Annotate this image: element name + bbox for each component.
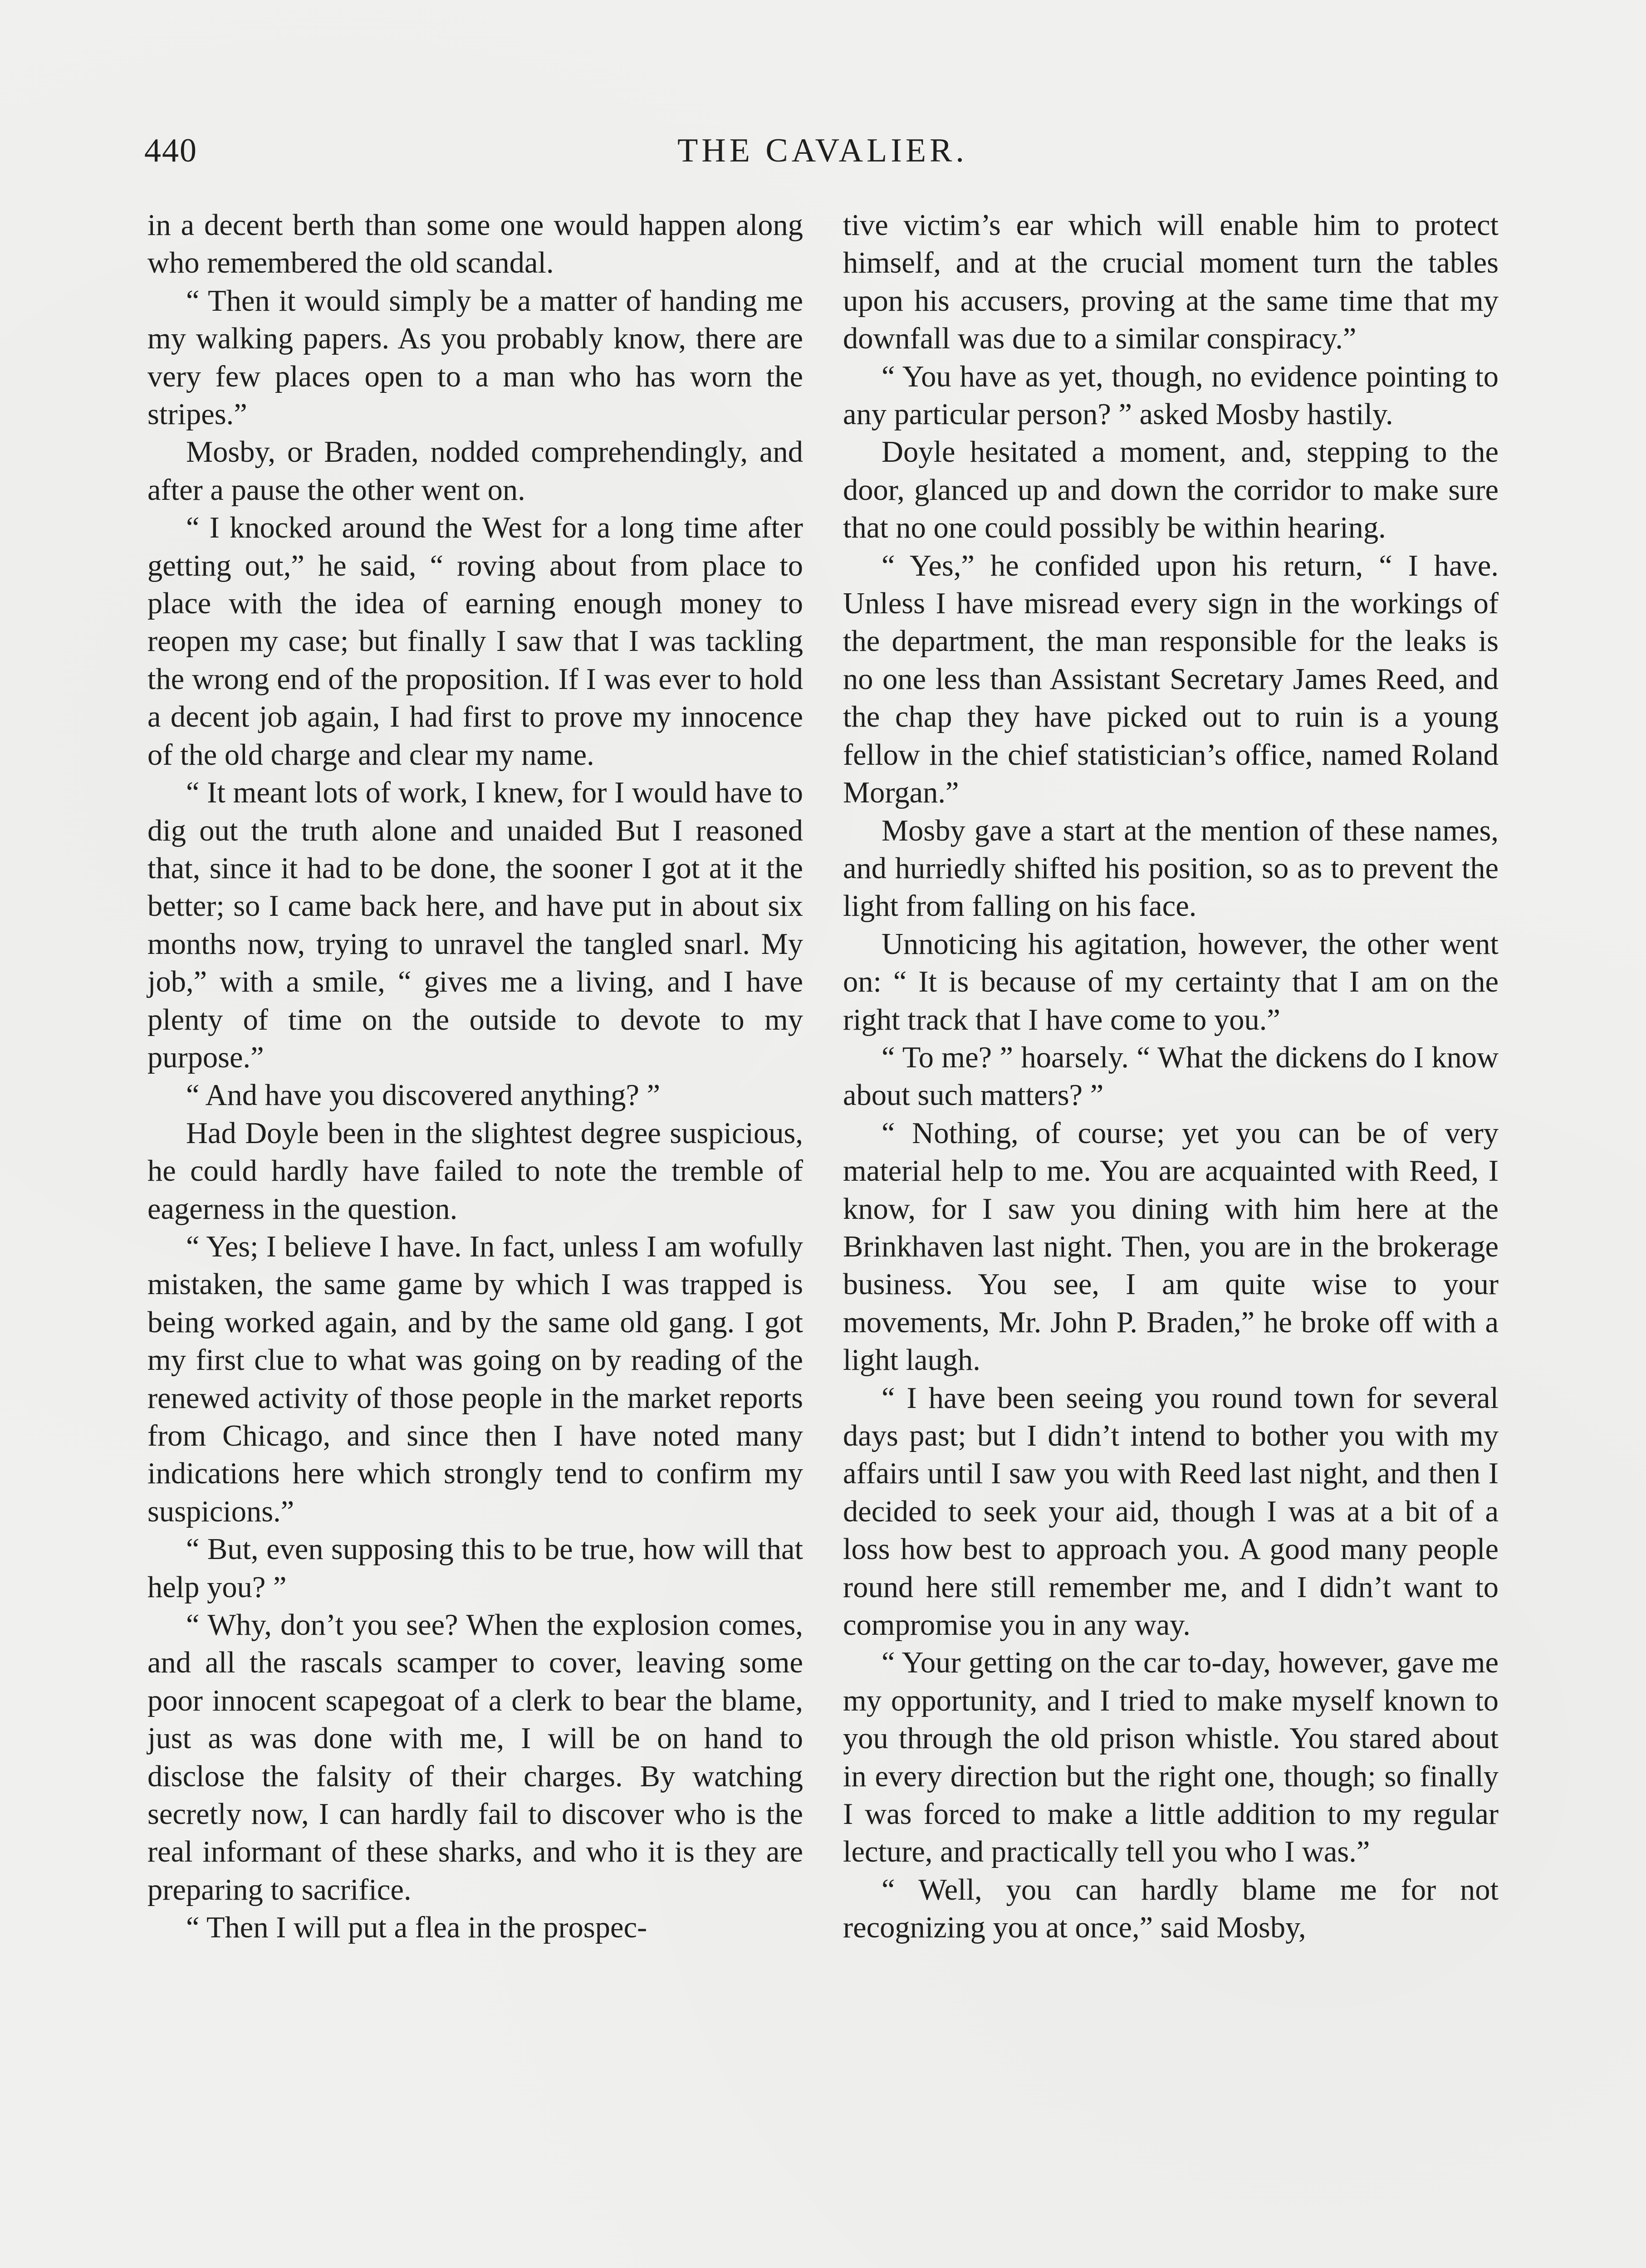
paragraph: Mosby, or Braden, nodded comprehendingly, and after a pause the other went on.: [147, 435, 803, 507]
paragraph: Unnoticing his agitation, however, the other went on: “ It is because of my certainty that I am on the right track that I have come to you.”: [843, 927, 1499, 1036]
page-number: 440: [144, 132, 197, 169]
paragraph: “ You have as yet, though, no evidence pointing to any particular person? ” asked Mosby hastily.: [843, 360, 1499, 431]
paragraph: “ Then I will put a flea in the prospec-: [186, 1911, 647, 1945]
paragraph: Doyle hesitated a moment, and, stepping to the door, glanced up and down the corridor to make sure that no one could possibly be within hearing.: [843, 435, 1499, 545]
paragraph: “ Well, you can hardly blame me for not recognizing you at once,” said Mosby,: [843, 1873, 1499, 1945]
paragraph: “ I knocked around the West for a long time after getting out,” he said, “ roving about from place to place with the idea of earning enough money to reopen my case; but finally I saw that I was tackling the wrong end of the proposition. If I was ever to hold a decent job again, I had first to prove my innocence of the old charge and clear my name.: [147, 511, 803, 772]
paragraph: Mosby gave a start at the mention of these names, and hurriedly shifted his position, so as to prevent the light from falling on his face.: [843, 814, 1499, 923]
paragraph: in a decent berth than some one would happen along who remembered the old scandal.: [147, 209, 803, 280]
paragraph: “ Yes,” he confided upon his return, “ I have. Unless I have misread every sign in the workings of the department, the man responsible for the leaks is no one less than Assistant Secretary James Reed, and the chap they have picked out to ruin is a young fellow in the chief statistician’s office, named Roland Morgan.”: [843, 549, 1499, 810]
paragraph: “ I have been seeing you round town for several days past; but I didn’t intend to bother you with my affairs until I saw you with Reed last night, and then I decided to seek your aid, though I was at a bit of a loss how best to approach you. A good many people round here still remember me, and I didn’t want to compromise you in any way.: [843, 1381, 1499, 1642]
right-column: [843, 206, 1499, 1947]
paragraph: “ Why, don’t you see? When the explosion comes, and all the rascals scamper to cover, leaving some poor innocent scapegoat of a clerk to bear the blame, just as was done with me, I will be on hand to disclose the falsity of their charges. By watching secretly now, I can hardly fail to discover who is the real informant of these sharks, and who it is they are preparing to sacrifice.: [147, 1608, 803, 1906]
paragraph: tive victim’s ear which will enable him to protect himself, and at the crucial moment turn the tables upon his accusers, proving at the same time that my downfall was due to a similar conspiracy.”: [843, 209, 1499, 356]
paragraph: “ Your getting on the car to-day, however, gave me my opportunity, and I tried to make myself known to you through the old prison whistle. You stared about in every direction but the right one, though; so finally I was forced to make a little addition to my regular lecture, and practically tell you who I was.”: [843, 1646, 1499, 1869]
paragraph: “ To me? ” hoarsely. “ What the dickens do I know about such matters? ”: [843, 1041, 1499, 1112]
paragraph: “ But, even supposing this to be true, how will that help you? ”: [147, 1533, 803, 1604]
paragraph: “ Nothing, of course; yet you can be of very material help to me. You are acquainted with Reed, I know, for I saw you dining with him here at the Brinkhaven last night. Then, you are in the brokerage business. You see, I am quite wise to your movements, Mr. John P. Braden,” he broke off with a light laugh.: [843, 1116, 1499, 1377]
paragraph: “ It meant lots of work, I knew, for I would have to dig out the truth alone and unaided But I reasoned that, since it had to be done, the sooner I got at it the better; so I came back here, and have put in about six months now, trying to unravel the tangled snarl. My job,” with a smile, “ gives me a living, and I have plenty of time on the outside to devote to my purpose.”: [147, 776, 803, 1074]
paragraph: “ And have you discovered anything? ”: [186, 1079, 661, 1112]
paragraph: Had Doyle been in the slightest degree suspicious, he could hardly have failed to note the tremble of eagerness in the question.: [147, 1116, 803, 1226]
paragraph: “ Then it would simply be a matter of handing me my walking papers. As you probably know, there are very few places open to a man who has worn the stripes.”: [147, 284, 803, 431]
running-title: THE CAVALIER.: [677, 132, 968, 169]
left-column: [147, 206, 803, 1947]
page-header: [144, 132, 1501, 181]
paragraph: “ Yes; I believe I have. In fact, unless I am wofully mistaken, the same game by which I was trapped is being worked again, and by the same old gang. I got my first clue to what was going on by reading of the renewed activity of those people in the market reports from Chicago, and since then I have noted many indications here which strongly tend to confirm my suspicions.”: [147, 1230, 803, 1528]
